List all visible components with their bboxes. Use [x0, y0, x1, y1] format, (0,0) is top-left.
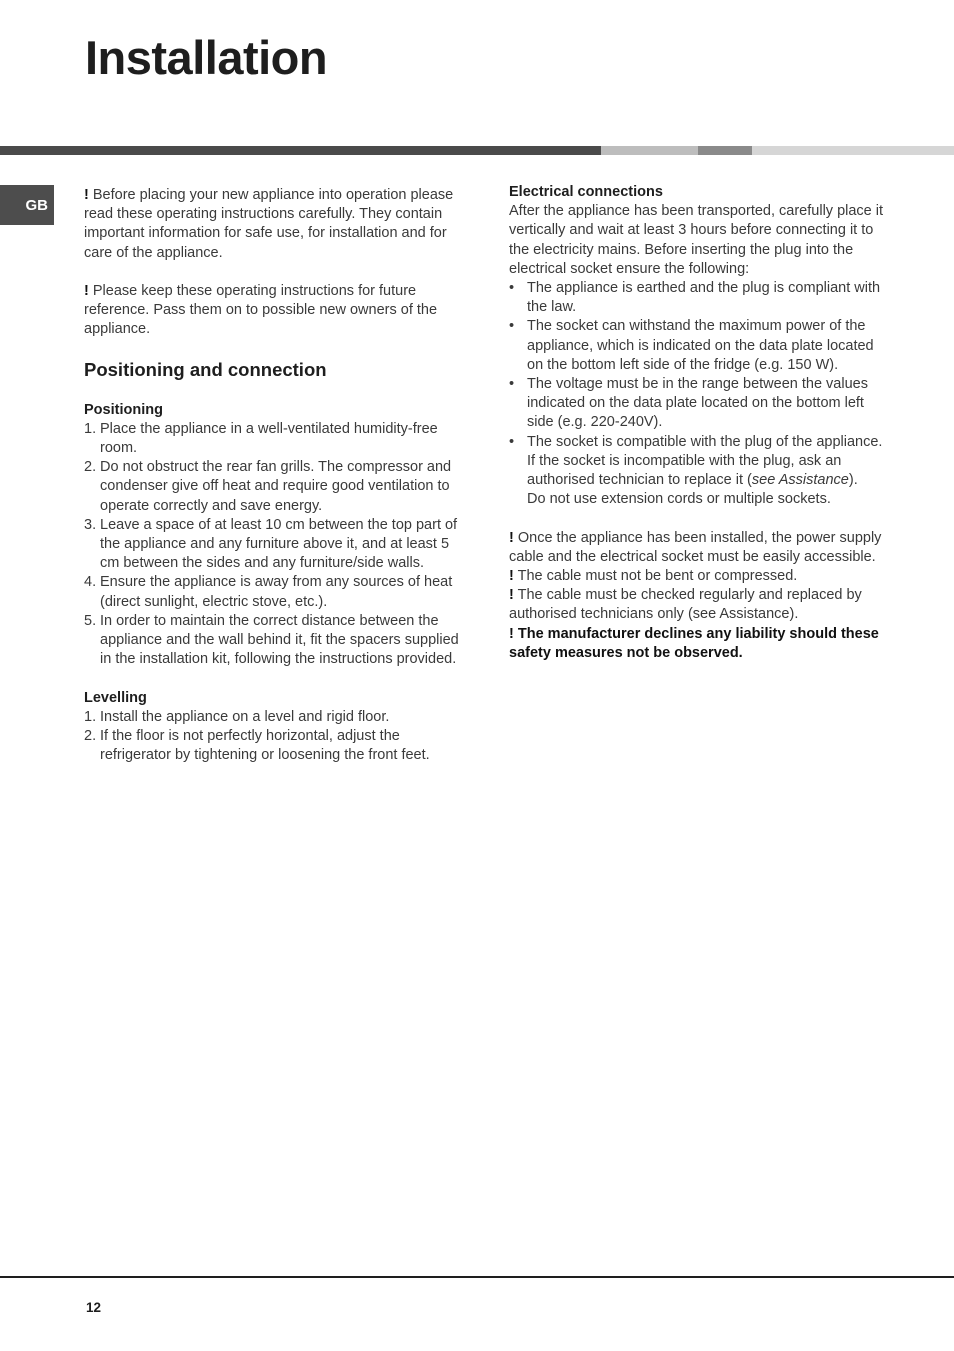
list-item: • The appliance is earthed and the plug is compliant with the law. — [509, 280, 881, 316]
list-item: • The socket can withstand the maximum power of the appliance, which is indicated on the data plate located on the bottom left side of the fridge (e.g. 150 W). — [509, 318, 874, 373]
list-item: 5. In order to maintain the correct distance between the appliance and the wall behind it, fit the spacers supplied in the installation kit, following the instructions provided. — [84, 612, 459, 668]
levelling-heading: Levelling — [84, 689, 147, 706]
header-band-light — [601, 146, 698, 155]
page-title: Installation — [85, 31, 328, 84]
warning-mark: ! — [509, 568, 514, 585]
warning-bent: ! The cable must not be bent or compressed. — [509, 568, 798, 585]
list-item: 4. Ensure the appliance is away from any sources of heat (direct sunlight, electric stove, etc.). — [84, 574, 453, 610]
electrical-intro: After the appliance has been transported, carefully place it vertically and wait at least 3 hours before connecting it to the electricity mains. Before inserting the plug into the electrical socket ensure the following: — [509, 203, 884, 277]
warning-mark: ! — [509, 587, 514, 604]
warning-checked: ! The cable must be checked regularly and replaced by authorised technicians only (see Assistance). — [509, 587, 862, 623]
positioning-list — [84, 420, 459, 670]
header-band-dark — [0, 146, 601, 155]
list-item: 3. Leave a space of at least 10 cm between the top part of the appliance and any furniture above it, and at least 5 cm between the sides and any furniture/side walls. — [84, 516, 458, 572]
positioning-heading: Positioning — [84, 401, 163, 418]
warning-mark: ! — [84, 283, 89, 299]
electrical-checklist — [509, 279, 889, 509]
extension-note: Do not use extension cords or multiple sockets. — [527, 491, 831, 508]
list-item: 2. Do not obstruct the rear fan grills. The compressor and condenser give off heat and require good ventilation to operate correctly and save energy. — [84, 459, 452, 514]
list-item: 1. Place the appliance in a well-ventilated humidity-free room. — [84, 420, 438, 457]
footer-rule — [0, 1276, 954, 1278]
left-column — [84, 186, 459, 765]
list-item: 1. Install the appliance on a level and rigid floor. — [84, 708, 390, 725]
header-band-pale — [752, 146, 954, 155]
list-item: • The voltage must be in the range between the values indicated on the data plate located on the bottom left side (e.g. 220-240V). — [509, 376, 868, 431]
levelling-list — [84, 708, 459, 766]
intro-paragraph-1: ! Before placing your new appliance into operation please read these operating instructions carefully. They contain important information for safe use, for installation and for care of the appliance. — [84, 187, 454, 261]
page-number: 12 — [86, 1300, 102, 1315]
section-heading: Positioning and connection — [84, 358, 327, 380]
intro-paragraph-2: ! Please keep these operating instructions for future reference. Pass them on to possible new owners of the appliance. — [84, 283, 438, 338]
warning-mark: ! — [509, 529, 514, 546]
warning-mark: ! — [84, 187, 89, 203]
header-band-mid — [698, 146, 752, 155]
right-column — [509, 183, 889, 663]
list-item: • The socket is compatible with the plug of the appliance. If the socket is incompatible with the plug, ask an authorised technician to replace it (see Assistance). Do not use extension cords or multiple sockets. — [509, 433, 883, 508]
language-tab: GB — [0, 185, 54, 225]
electrical-heading: Electrical connections — [509, 184, 663, 200]
incompatible-note: If the socket is incompatible with the plug, ask an authorised technician to replace it (see Assistance). — [527, 452, 858, 489]
warning-accessible: ! Once the appliance has been installed, the power supply cable and the electrical socket must be easily accessible. — [509, 529, 882, 565]
list-item: 2. If the floor is not perfectly horizontal, adjust the refrigerator by tightening or loosening the front feet. — [84, 728, 430, 764]
liability-notice: ! The manufacturer declines any liability should these safety measures not be observed. — [509, 625, 879, 661]
